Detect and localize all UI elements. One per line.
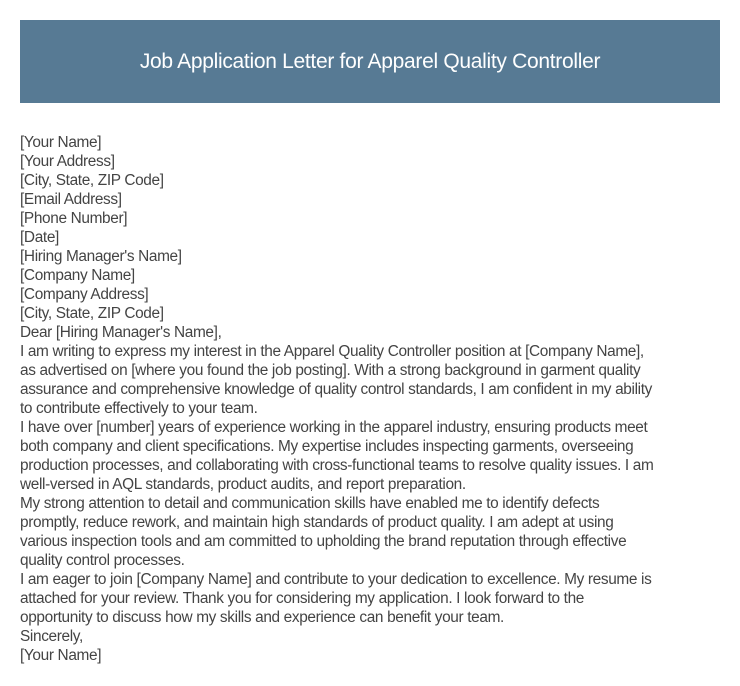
sender-phone: [Phone Number] [20,210,128,227]
paragraph-line: attached for your review. Thank you for considering my application. I look forward to the [20,590,584,607]
sender-address: [Your Address] [20,153,115,170]
sender-city-state-zip: [City, State, ZIP Code] [20,172,164,189]
paragraph-line: I have over [number] years of experience working in the apparel industry, ensuring products meet [20,419,648,436]
paragraph-closing [20,570,722,627]
letter-body [20,133,722,665]
paragraph-line: opportunity to discuss how my skills and experience can benefit your team. [20,609,504,626]
page-title: Job Application Letter for Apparel Quality Controller [139,49,601,73]
paragraph-line: well-versed in AQL standards, product audits, and report preparation. [20,476,466,493]
sender-block [20,133,722,247]
paragraph-line: I am writing to express my interest in the Apparel Quality Controller position at [Company Name], [20,343,644,360]
paragraph-line: I am eager to join [Company Name] and contribute to your dedication to excellence. My resume is [20,571,652,588]
sender-email: [Email Address] [20,191,122,208]
recipient-company-address: [Company Address] [20,286,149,303]
recipient-company-name: [Company Name] [20,267,135,284]
paragraph-line: to contribute effectively to your team. [20,400,258,417]
paragraph-line: My strong attention to detail and communication skills have enabled me to identify defects [20,495,600,512]
paragraph-line: production processes, and collaborating with cross-functional teams to resolve quality issues. I am [20,457,654,474]
title-banner [20,20,720,103]
recipient-city-state-zip: [City, State, ZIP Code] [20,305,164,322]
sender-name: [Your Name] [20,134,102,151]
paragraph-skills [20,494,722,570]
recipient-hiring-manager: [Hiring Manager's Name] [20,248,182,265]
paragraph-line: various inspection tools and am committed to upholding the brand reputation through effective [20,533,627,550]
signature: [Your Name] [20,647,102,664]
letter-date: [Date] [20,229,59,246]
paragraph-line: assurance and comprehensive knowledge of quality control standards, I am confident in my ability [20,381,652,398]
paragraph-line: quality control processes. [20,552,185,569]
salutation: Dear [Hiring Manager's Name], [20,324,222,341]
paragraph-line: both company and client specifications. My expertise includes inspecting garments, overseeing [20,438,634,455]
paragraph-experience [20,418,722,494]
closing: Sincerely, [20,628,83,645]
paragraph-line: promptly, reduce rework, and maintain high standards of product quality. I am adept at using [20,514,614,531]
recipient-block [20,247,722,323]
paragraph-introduction [20,342,722,418]
paragraph-line: as advertised on [where you found the job posting]. With a strong background in garment quality [20,362,641,379]
